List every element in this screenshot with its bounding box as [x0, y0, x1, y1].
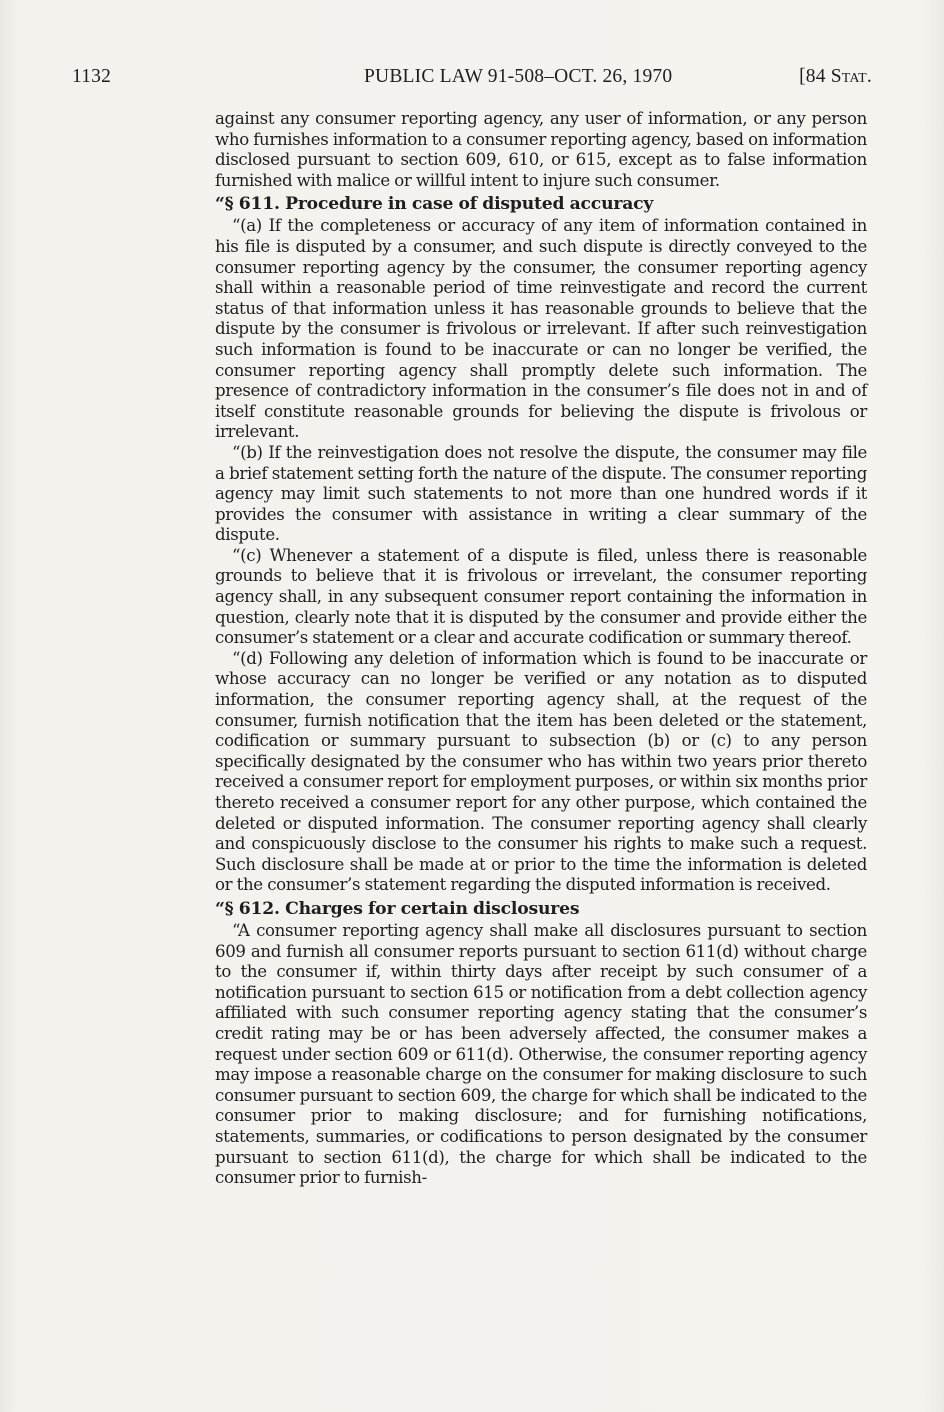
section-611-subsection-d: “(d) Following any deletion of information which is found to be inaccurate or whose accuracy can no longer be verified or any notation as to disputed information, the consumer reporting agency shall, at the request of the consumer, furnish notification that the item has been deleted or the statement, codification or summary pursuant to subsection (b) or (c) to any person specifically designated by the consumer who has within two years prior thereto received a consumer report for employment purposes, or within six months prior thereto received a consumer report for any other purpose, which contained the deleted or disputed information. The consumer reporting agency shall clearly and conspicuously disclose to the consumer his rights to make such a request. Such disclosure shall be made at or prior to the time the information is deleted or the consumer’s statement regarding the disputed information is received. — [215, 648, 867, 895]
section-611-subsection-c: “(c) Whenever a statement of a dispute is filed, unless there is reasonable grounds to believe that it is frivolous or irrevelant, the consumer reporting agency shall, in any subsequent consumer report containing the information in question, clearly note that it is disputed by the consumer and provide either the consumer’s statement or a clear and accurate codification or summary thereof. — [215, 545, 867, 648]
section-611-subsection-a: “(a) If the completeness or accuracy of any item of information contained in his file is disputed by a consumer, and such dispute is directly conveyed to the consumer reporting agency by the consumer, the consumer reporting agency shall within a reasonable period of time reinvestigate and record the current status of that information unless it has reasonable grounds to believe that the dispute by the consumer is frivolous or irrelevant. If after such reinvestigation such information is found to be inaccurate or can no longer be verified, the consumer reporting agency shall promptly delete such information. The presence of contradictory information in the consumer’s file does not in and of itself constitute reasonable grounds for believing the dispute is frivolous or irrelevant. — [215, 216, 867, 442]
body-text — [215, 109, 867, 1189]
statute-reference-word: Stat. — [830, 66, 872, 87]
running-title: PUBLIC LAW 91-508–OCT. 26, 1970 — [364, 66, 673, 87]
continuation-paragraph: against any consumer reporting agency, any user of information, or any person who furnishes information to a consumer reporting agency, based on information disclosed pursuant to section 609, 610, or 615, except as to false information furnished with malice or willful intent to injure such consumer. — [215, 109, 868, 190]
statute-reference — [799, 66, 872, 88]
page-number: 1132 — [72, 66, 112, 87]
section-612-paragraph: “A consumer reporting agency shall make all disclosures pursuant to section 609 and furnish all consumer reports pursuant to section 611(d) without charge to the consumer if, within thirty days after receipt by such consumer of a notification pursuant to section 615 or notification from a debt collection agency affiliated with such consumer reporting agency stating that the consumer’s credit rating may be or has been adversely affected, the consumer makes a request under section 609 or 611(d). Otherwise, the consumer reporting agency may impose a reasonable charge on the consumer for making disclosure to such consumer pursuant to section 609, the charge for which shall be indicated to the consumer prior to making disclosure; and for furnishing notifications, statements, summaries, or codifications to person designated by the consumer pursuant to section 611(d), the charge for which shall be indicated to the consumer prior to furnish- — [215, 920, 867, 1188]
section-612-heading: “§ 612. Charges for certain disclosures — [215, 898, 580, 919]
page-header — [72, 66, 872, 92]
section-611-subsection-b: “(b) If the reinvestigation does not resolve the dispute, the consumer may file a brief statement setting forth the nature of the dispute. The consumer reporting agency may limit such statements to not more than one hundred words if it provides the consumer with assistance in writing a clear summary of the dispute. — [215, 442, 867, 545]
statute-reference-prefix: [84 — [799, 66, 831, 87]
section-611-heading: “§ 611. Procedure in case of disputed accuracy — [215, 194, 654, 215]
